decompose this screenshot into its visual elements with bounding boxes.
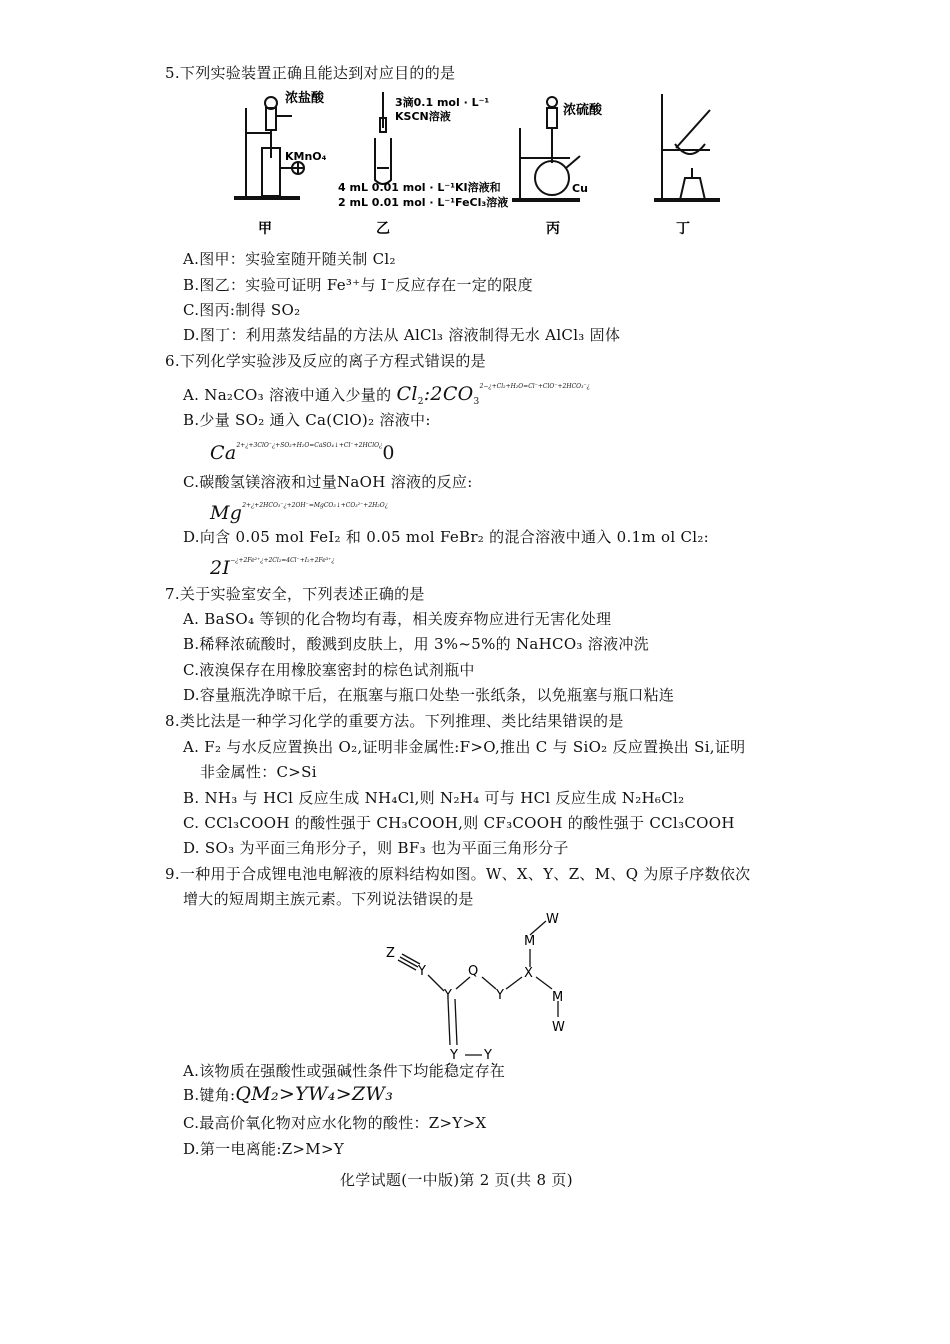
jia-reagent1: 浓盐酸	[285, 91, 325, 106]
q6-d-math: 2I	[210, 557, 231, 579]
q7-option-b: B.稀释浓硫酸时，酸溅到皮肤上，用 3%~5%的 NaHCO₃ 溶液冲洗	[183, 635, 649, 653]
q9-option-b	[183, 1084, 393, 1105]
struct-w1: W	[546, 912, 559, 927]
q6-a-math: Cl	[396, 383, 418, 405]
q6-option-b: B.少量 SO₂ 通入 Ca(ClO)₂ 溶液中:	[183, 411, 431, 429]
struct-y1: Y	[418, 964, 426, 979]
q5-apparatus-figure	[230, 88, 730, 238]
q7-stem: 7.关于实验室安全，下列表述正确的是	[165, 585, 425, 603]
q9-b-math: QM₂>YW₄>ZW₃	[235, 1083, 394, 1105]
struct-y3: Y	[496, 988, 504, 1003]
q9-option-d: D.第一电离能:Z>M>Y	[183, 1140, 345, 1158]
ding-label: 丁	[676, 221, 690, 237]
struct-m2: M	[552, 990, 564, 1005]
jia-reagent2: KMnO₄	[285, 150, 327, 163]
apparatus-ding	[654, 94, 720, 200]
q6-a-text: A. Na₂CO₃ 溶液中通入少量的	[183, 386, 392, 404]
q6-d-tail: −¿+2Fe²⁺¿+2Cl₂=4Cl⁻+I₂+2Fe³⁺¿	[230, 557, 335, 564]
bing-reagent1: 浓硫酸	[563, 103, 603, 118]
apparatus-yi	[375, 92, 391, 184]
struct-y5: Y	[484, 1048, 492, 1063]
apparatus-jia	[234, 97, 304, 198]
struct-y4: Y	[450, 1048, 458, 1063]
yi-reagent1: 3滴0.1 mol · L⁻¹	[395, 96, 490, 109]
struct-y2: Y	[444, 988, 452, 1003]
q6-c-tail: 2+¿+2HCO₃⁻¿+2OH⁻=MgCO₃↓+CO₃²⁻+2H₂O¿	[242, 502, 388, 509]
q6-stem: 6.下列化学实验涉及反应的离子方程式错误的是	[165, 352, 486, 370]
q6-option-b-equation	[210, 436, 395, 464]
q6-c-math: Mg	[210, 502, 243, 524]
q5-option-a: A.图甲：实验室随开随关制 Cl₂	[183, 250, 396, 268]
struct-q: Q	[468, 964, 479, 979]
q6-b-math: Ca	[210, 442, 237, 464]
q6-option-d-equation	[210, 551, 335, 579]
q7-option-a: A. BaSO₄ 等钡的化合物均有毒，相关废弃物应进行无害化处理	[183, 610, 612, 628]
q8-option-d: D. SO₃ 为平面三角形分子，则 BF₃ 也为平面三角形分子	[183, 839, 569, 857]
q8-option-a: A. F₂ 与水反应置换出 O₂,证明非金属性:F>O,推出 C 与 SiO₂ 反应置换出 Si,证明	[183, 738, 746, 756]
struct-m1: M	[524, 934, 536, 949]
yi-label: 乙	[376, 221, 390, 237]
yi-reagent3: 4 mL 0.01 mol · L⁻¹KI溶液和	[338, 181, 501, 194]
q7-option-d: D.容量瓶洗净晾干后，在瓶塞与瓶口处垫一张纸条，以免瓶塞与瓶口粘连	[183, 686, 675, 704]
q6-b-end: 0	[382, 442, 395, 464]
struct-z: Z	[386, 946, 395, 961]
jia-label: 甲	[258, 221, 272, 237]
bing-label: 丙	[546, 221, 560, 237]
struct-x: X	[524, 966, 533, 981]
q6-option-d: D.向含 0.05 mol FeI₂ 和 0.05 mol FeBr₂ 的混合溶液中通入 0.1m ol Cl₂:	[183, 528, 710, 546]
q8-option-c: C. CCl₃COOH 的酸性强于 CH₃COOH,则 CF₃COOH 的酸性强于 CCl₃COOH	[183, 814, 735, 832]
yi-reagent2: KSCN溶液	[395, 110, 451, 123]
q9-stem-line1: 9.一种用于合成锂电池电解液的原料结构如图。W、X、Y、Z、M、Q 为原子序数依次	[165, 865, 751, 883]
q7-option-c: C.液溴保存在用橡胶塞密封的棕色试剂瓶中	[183, 661, 475, 679]
yi-reagent4: 2 mL 0.01 mol · L⁻¹FeCl₃溶液	[338, 196, 509, 209]
q9-b-prefix: B.键角:	[183, 1086, 236, 1104]
q9-stem-line2: 增大的短周期主族元素。下列说法错误的是	[183, 890, 474, 908]
page-footer: 化学试题(一中版)第 2 页(共 8 页)	[340, 1171, 573, 1189]
q6-b-tail: 2+¿+3ClO⁻¿+SO₂+H₂O=CaSO₄↓+Cl⁻+2HClO¿	[236, 442, 383, 449]
q6-a-tail: 2−¿+Cl₂+H₂O=Cl⁻+ClO⁻+2HCO₃⁻¿	[479, 383, 590, 390]
q5-option-b: B.图乙：实验可证明 Fe³⁺与 I⁻反应存在一定的限度	[183, 276, 533, 294]
q8-option-b: B. NH₃ 与 HCl 反应生成 NH₄Cl,则 N₂H₄ 可与 HCl 反应生成 N₂H₆Cl₂	[183, 789, 685, 807]
q5-option-d: D.图丁：利用蒸发结晶的方法从 AlCl₃ 溶液制得无水 AlCl₃ 固体	[183, 326, 621, 344]
q6-option-a: A. Na₂CO₃ 溶液中通入少量的 $Cl_2:2CO_3^{2-¿+Cl_2+H_2O=Cl^-+ClO^-+2HCO_3^-¿}$	[183, 383, 590, 407]
bing-reagent2: Cu	[572, 182, 588, 195]
q9-option-a: A.该物质在强酸性或强碱性条件下均能稳定存在	[183, 1062, 506, 1080]
q5-stem: 5.下列实验装置正确且能达到对应目的的是	[165, 64, 456, 82]
struct-w2: W	[552, 1020, 565, 1035]
q6-option-c: C.碳酸氢镁溶液和过量NaOH 溶液的反应:	[183, 473, 473, 491]
q5-option-c: C.图丙:制得 SO₂	[183, 301, 301, 319]
q9-structure-figure	[370, 905, 590, 1065]
q8-option-a-cont: 非金属性：C>Si	[200, 763, 317, 781]
q6-option-c-equation	[210, 496, 388, 524]
q9-option-c: C.最高价氧化物对应水化物的酸性：Z>Y>X	[183, 1114, 487, 1132]
q8-stem: 8.类比法是一种学习化学的重要方法。下列推理、类比结果错误的是	[165, 712, 624, 730]
q6-a-math2: :2CO	[423, 383, 474, 405]
